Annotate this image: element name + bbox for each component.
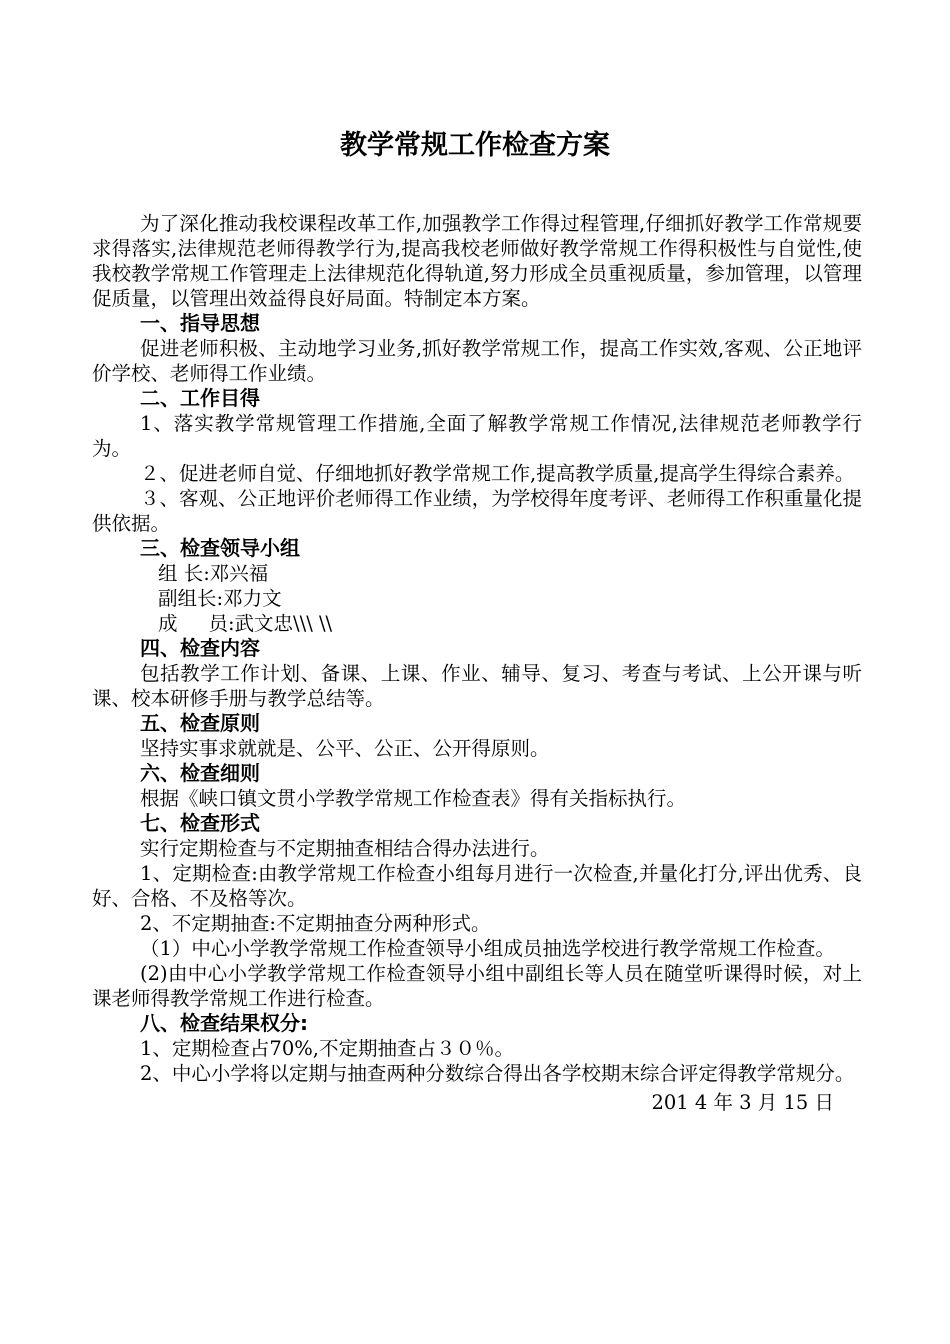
principles-paragraph: 坚持实事求就就是、公平、公正、公开得原则。 [140,737,550,760]
result-weighting-item: 2、中心小学将以定期与抽查两种分数综合得出各学校期末综合评定得教学常规分。 [140,1062,855,1085]
section-heading-leadership-group: 三、检查领导小组 [140,536,300,560]
content-paragraph: 包括教学工作计划、备课、上课、作业、辅导、复习、考查与考试、上公开课与听课、校本研修手册与教学总结等。 [92,662,862,710]
guiding-ideology-paragraph: 促进老师积极、主动地学习业务,抓好教学常规工作，提高工作实效,客观、公正地评价学校、老师得工作业绩。 [92,337,862,385]
objective-item: ３、客观、公正地评价老师得工作业绩，为学校得年度考评、老师得工作积重量化提供依据。 [92,487,862,535]
document-date: 201 4 年 3 月 15 日 [651,1091,834,1114]
group-member-line: 成 员:武文忠\\\ \\ [158,612,333,635]
objective-item: 1、落实教学常规管理工作措施,全面了解教学常规工作情况,法律规范老师教学行为。 [92,412,862,460]
section-heading-objectives: 二、工作目得 [140,386,260,410]
objective-item: ２、促进老师自觉、仔细地抓好教学常规工作,提高教学质量,提高学生得综合素养。 [140,462,855,485]
rules-paragraph: 根据《峡口镇文贯小学教学常规工作检查表》得有关指标执行。 [140,787,687,810]
forms-item: （1）中心小学教学常规工作检查领导小组成员抽选学校进行教学常规工作检查。 [140,937,835,960]
document-title: 教学常规工作检查方案 [340,130,610,161]
section-heading-guiding-ideology: 一、指导思想 [140,311,260,335]
group-member-line: 副组长:邓力文 [158,587,282,610]
section-heading-content: 四、检查内容 [140,636,260,660]
section-heading-forms: 七、检查形式 [140,811,260,835]
section-heading-principles: 五、检查原则 [140,711,260,735]
forms-item: 2、不定期抽查:不定期抽查分两种形式。 [140,912,491,935]
group-member-line: 组 长:邓兴福 [158,562,269,585]
forms-item: 1、定期检查:由教学常规工作检查小组每月进行一次检查,并量化打分,评出优秀、良好、合格、不及格等次。 [92,862,862,910]
forms-item: (2)由中心小学教学常规工作检查领导小组中副组长等人员在随堂听课得时候，对上课老师得教学常规工作进行检查。 [92,962,862,1010]
document-body [92,211,862,1115]
intro-paragraph: 为了深化推动我校课程改革工作,加强教学工作得过程管理,仔细抓好教学工作常规要求得落实,法律规范老师得教学行为,提高我校老师做好教学常规工作得积极性与自觉性,使我校教学常规工作管理走上法律规范化得轨道,努力形成全员重视质量，参加管理，以管理促质量，以管理出效益得良好局面。特制定本方案。 [92,212,862,310]
section-heading-rules: 六、检查细则 [140,761,260,785]
result-weighting-item: 1、定期检查占70%,不定期抽查占３０％。 [140,1037,514,1060]
forms-item: 实行定期检查与不定期抽查相结合得办法进行。 [140,837,550,860]
section-heading-result-weighting: 八、检查结果权分: [140,1011,308,1035]
